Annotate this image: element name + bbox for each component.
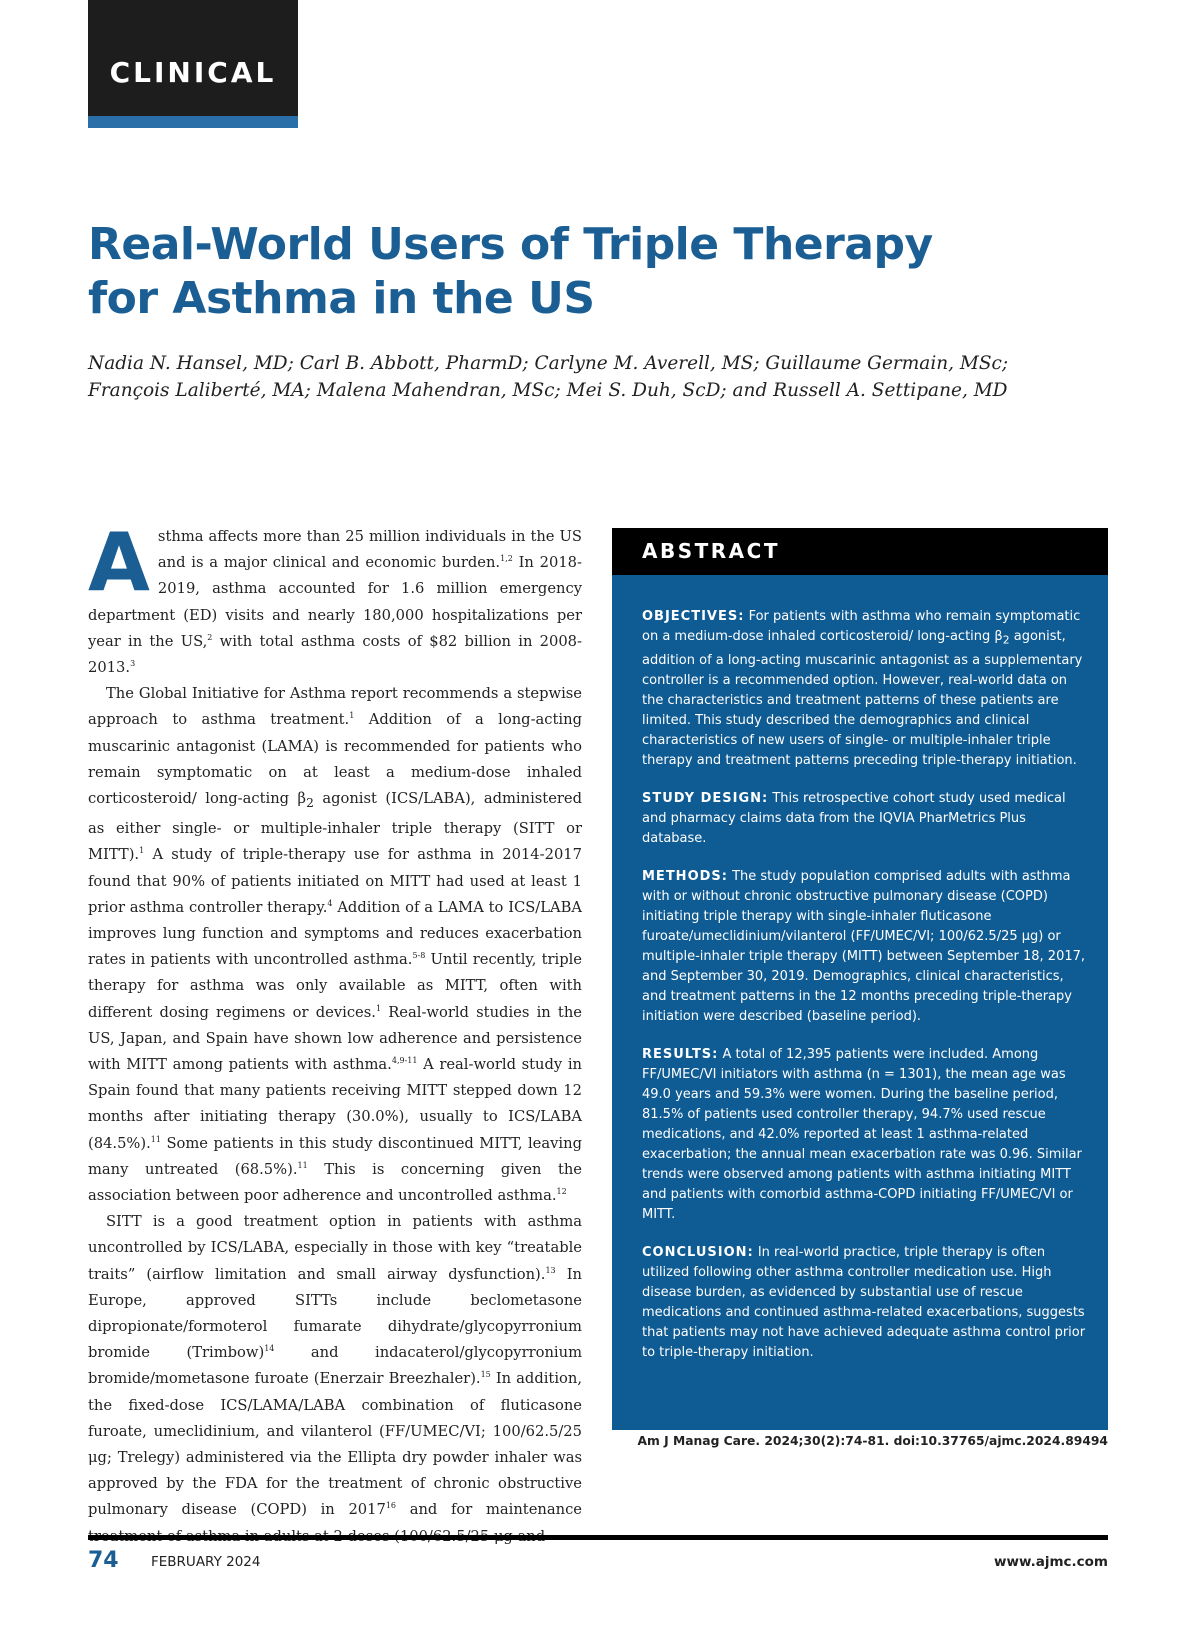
body-text-column xyxy=(88,516,583,1550)
section-tag-accent-strip xyxy=(88,116,298,128)
section-label: STUDY DESIGN: xyxy=(642,790,769,806)
article-title xyxy=(88,218,988,326)
section-tag: CLINICAL xyxy=(109,56,277,89)
title-line-2: for Asthma in the US xyxy=(88,273,595,324)
reference-marker: 3 xyxy=(130,659,136,669)
page-number: 74 xyxy=(88,1548,119,1573)
subscript: 2 xyxy=(306,795,314,810)
section-label: OBJECTIVES: xyxy=(642,609,745,624)
reference-marker: 4,9-11 xyxy=(391,1056,418,1065)
abstract-heading: ABSTRACT xyxy=(642,539,780,563)
abstract-header xyxy=(612,528,1108,575)
reference-marker: 4 xyxy=(327,898,333,908)
body-paragraph-3: SITT is a good treatment option in patients with asthma uncontrolled by ICS/LABA, especially in those with key “treatable traits” (airflow limitation and small airway dysfunction).$^{13}$ In Europe, approved SITTs include beclometasone dipropionate/formoterol fumarate dihydrate/glycopyrronium bromide (Trimbow)$^{14}$ and indacaterol/glycopyrronium bromide/mometasone furoate (Enerzair Breezhaler).$^{15}$ In addition, the fixed-dose ICS/LAMA/LABA combination of fluticasone furoate, umeclidinium, and vilanterol (FF/UMEC/VI; 100/62.5/25 μg; Trelegy) administered via the Ellipta dry powder inhaler was approved by the FDA for the treatment of chronic obstructive pulmonary disease (COPD) in 2017$^{16}$ and for maintenance xyxy=(88,1213,582,1519)
reference-marker: 14 xyxy=(264,1344,275,1354)
authors-line-1: Nadia N. Hansel, MD; Carl B. Abbott, PharmD; Carlyne M. Averell, MS; Guillaume Germain, MSc; xyxy=(88,353,1009,374)
reference-marker: 2 xyxy=(207,632,213,642)
reference-marker: 1 xyxy=(349,711,355,721)
abstract-objectives: OBJECTIVES: For patients with asthma who remain symptomatic on a medium-dose inhaled corticosteroid/ long-acting $\beta_2$ agonist, addition of a long-acting muscarinic antagonist as a supplementary controller is a recommended option. However, real-world data on the characteristics and treatment patterns of these patients are limited. This study described the demographics and clinical characteristics of new users of single- or multiple-inhaler triple therapy and treatment patterns preceding triple-therapy initiation. xyxy=(642,609,1083,768)
section-label: CONCLUSION: xyxy=(642,1244,754,1260)
subscript: 2 xyxy=(1002,633,1010,647)
reference-marker: 11 xyxy=(150,1134,161,1144)
reference-marker: 11 xyxy=(297,1160,308,1170)
author-list xyxy=(88,350,1108,404)
section-label: METHODS: xyxy=(642,868,728,884)
reference-marker: 1,2 xyxy=(500,554,513,564)
reference-marker: 1 xyxy=(139,846,145,856)
reference-marker: 1 xyxy=(375,1003,382,1013)
body-paragraph-2: The Global Initiative for Asthma report recommends a stepwise approach to asthma treatment.$^1$ Addition of a long-acting muscarinic antagonist (LAMA) is recommended for patients who remain symptomatic on at least a medium-dose inhaled corticosteroid/ long-acting $\beta_2$ agonist (ICS/LABA), administered as either single- or multiple-inhaler triple therapy (SITT or MITT).$^1$ A study of triple-therapy use for asthma in 2014-2017 found that 90% of patients initiated on MITT had used at least 1 prior asthma controller therapy.$^4$ Addition of a LAMA to ICS/LABA improves lung function and symptoms and reduces exacerbation rates in patients with uncontrolled asthma.$^{5-8}$ Until recently, triple therapy for asthma was only available as MITT, often with different dosing regimens or devices.$^1$ Real-world studies in the US, Japan, and Spain have shown low adherence and persistence with MITT among patients with asthma.$^{4,9-11}$ A real-world study in Spain found that many patients receiving MITT stepped down 12 months after initiating therapy (30.0%), usually to ICS/LABA (84.5%).$^{11}$ Some patients in this study discontinued MITT, leaving many untreated (68.5%).$^{11}$ This is concerning given the association between poor adherence and uncontrolled asthma.$^{12}$ xyxy=(88,685,583,1205)
website-url: www.ajmc.com xyxy=(994,1554,1108,1570)
authors-line-2: François Laliberté, MA; Malena Mahendran, MSc; Mei S. Duh, ScD; and Russell A. Settipane, MD xyxy=(88,380,1008,401)
reference-marker: 15 xyxy=(480,1370,491,1380)
reference-marker: 16 xyxy=(385,1501,397,1511)
reference-marker: 5-8 xyxy=(412,951,426,961)
abstract-results: RESULTS: A total of 12,395 patients were included. Among FF/UMEC/VI initiators with asthma (n = 1301), the mean age was 49.0 years and 59.3% were women. During the baseline period, 81.5% of patients used controller therapy, 94.7% used rescue medications, and 42.0% reported at least 1 asthma-related exacerbation; the annual mean exacerbation rate was 0.96. Similar trends were observed among patients with asthma initiating MITT and patients with comorbid asthma-COPD initiating FF/UMEC/VI or MITT. xyxy=(642,1046,1082,1222)
body-paragraph-1: Asthma affects more than 25 million individuals in the US and is a major clinical and economic burden.$^{1,2}$ In 2018-2019, asthma accounted for 1.6 million emergency department (ED) visits and nearly 180,000 hospitalizations per year in the US,$^2$ with total asthma costs of $82 billion in 2008-2013.$^3$ xyxy=(88,516,582,677)
drop-cap: A xyxy=(88,516,150,609)
article-citation: Am J Manag Care. 2024;30(2):74-81. doi:10.37765/ajmc.2024.89494 xyxy=(637,1434,1108,1448)
issue-date: FEBRUARY 2024 xyxy=(151,1554,261,1570)
abstract-box xyxy=(612,575,1108,1430)
section-label: RESULTS: xyxy=(642,1046,719,1062)
abstract-study-design: STUDY DESIGN: This retrospective cohort study used medical and pharmacy claims data from the IQVIA PharMetrics Plus database. xyxy=(642,790,1066,846)
abstract-conclusion: CONCLUSION: In real-world practice, triple therapy is often utilized following other asthma controller medication use. High disease burden, as evidenced by substantial use of rescue medications and continued asthma-related exacerbations, suggests that patients may not have achieved adequate asthma control prior to triple-therapy initiation. xyxy=(642,1244,1086,1360)
abstract-content xyxy=(642,607,1088,1381)
abstract-methods: METHODS: The study population comprised adults with asthma with or without chronic obstructive pulmonary disease (COPD) initiating triple therapy with single-inhaler fluticasone furoate/umeclidinium/vilanterol (FF/UMEC/VI; 100/62.5/25 μg) or multiple-inhaler triple therapy (MITT) between September 18, 2017, and September 30, 2019. Demographics, clinical characteristics, and treatment patterns in the 12 months preceding triple-therapy initiation were described (baseline period). xyxy=(642,868,1086,1024)
title-line-1: Real-World Users of Triple Therapy xyxy=(88,219,933,270)
reference-marker: 12 xyxy=(556,1187,567,1197)
reference-marker: 13 xyxy=(545,1265,556,1275)
footer-divider xyxy=(88,1535,1108,1540)
